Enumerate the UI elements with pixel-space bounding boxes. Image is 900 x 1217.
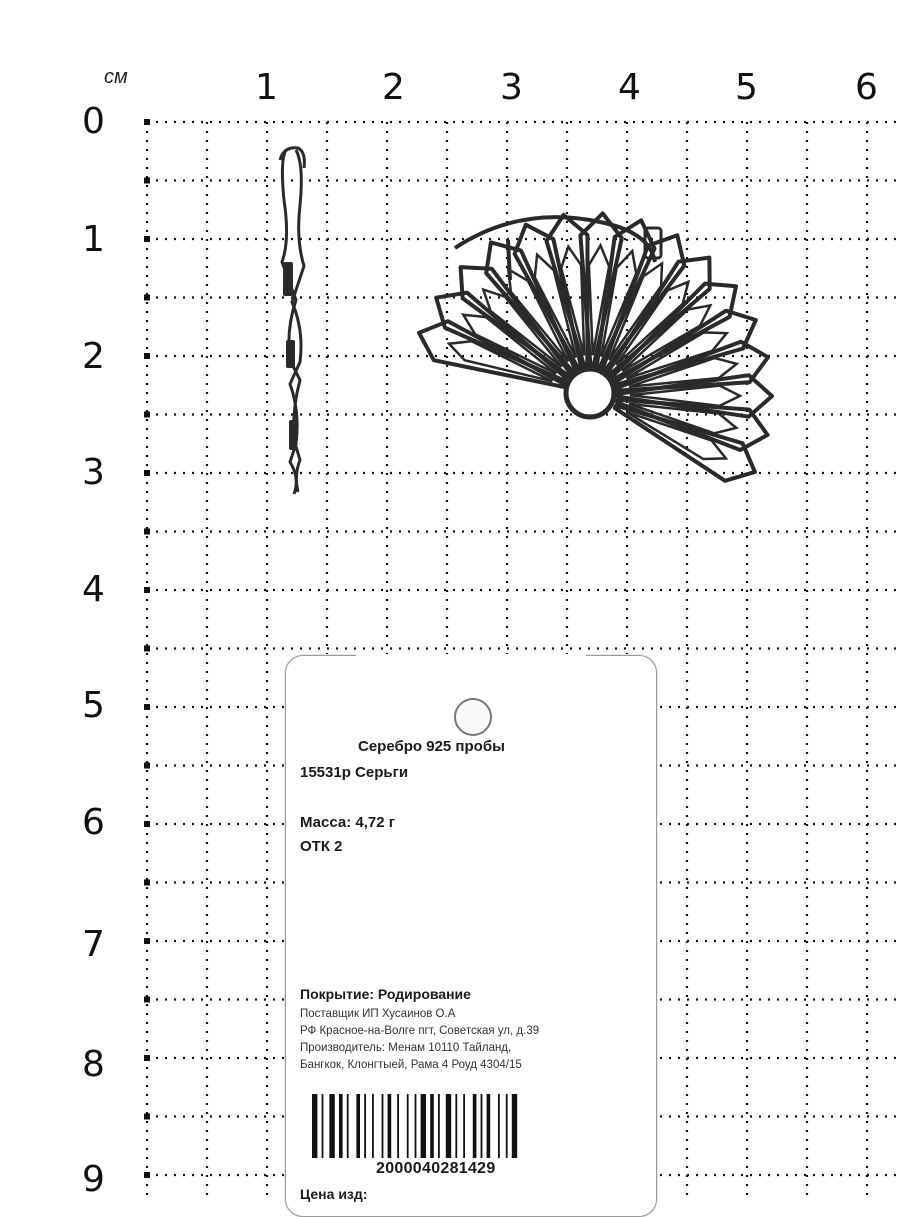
tag-article: 15531р Серьги [300,764,409,781]
y-tick-label: 8 [82,1044,105,1085]
tag-address: РФ Красное-на-Волге пгт, Советская ул, д.39 [300,1025,540,1037]
x-tick-label: 2 [382,67,405,108]
tag-coating: Покрытие: Родирование [300,986,471,1002]
y-tick-label: 1 [82,219,105,260]
barcode-number: 2000040281429 [376,1160,496,1177]
x-tick-label: 1 [255,67,278,108]
tag-notch [356,654,586,680]
tag-hole [454,698,492,736]
y-tick-label: 6 [82,802,105,843]
unit-label: см [104,66,128,88]
y-tick-label: 9 [82,1159,105,1200]
tag-supplier: Поставщик ИП Хусаинов О.А [300,1008,456,1020]
x-tick-label: 6 [855,67,878,108]
price-tag [285,655,657,1217]
x-tick-label: 4 [618,67,641,108]
y-tick-label: 7 [82,924,105,965]
tag-producer-address: Бангкок, Клонгтыей, Рама 4 Роуд 4304/15 [300,1059,522,1071]
x-tick-label: 3 [500,67,523,108]
y-tick-label: 5 [82,685,105,726]
tag-metal: Серебро 925 пробы [358,738,505,755]
tag-otk: ОТК 2 [300,838,343,855]
tag-mass: Масса: 4,72 г [300,814,396,831]
barcode [312,1094,584,1158]
y-tick-label: 3 [82,452,105,493]
tag-producer: Производитель: Менам 10110 Тайланд, [300,1042,512,1054]
y-tick-label: 2 [82,336,105,377]
x-tick-label: 5 [735,67,758,108]
price-label: Цена изд: [300,1186,368,1202]
y-tick-label: 0 [82,101,105,142]
y-tick-label: 4 [82,569,105,610]
